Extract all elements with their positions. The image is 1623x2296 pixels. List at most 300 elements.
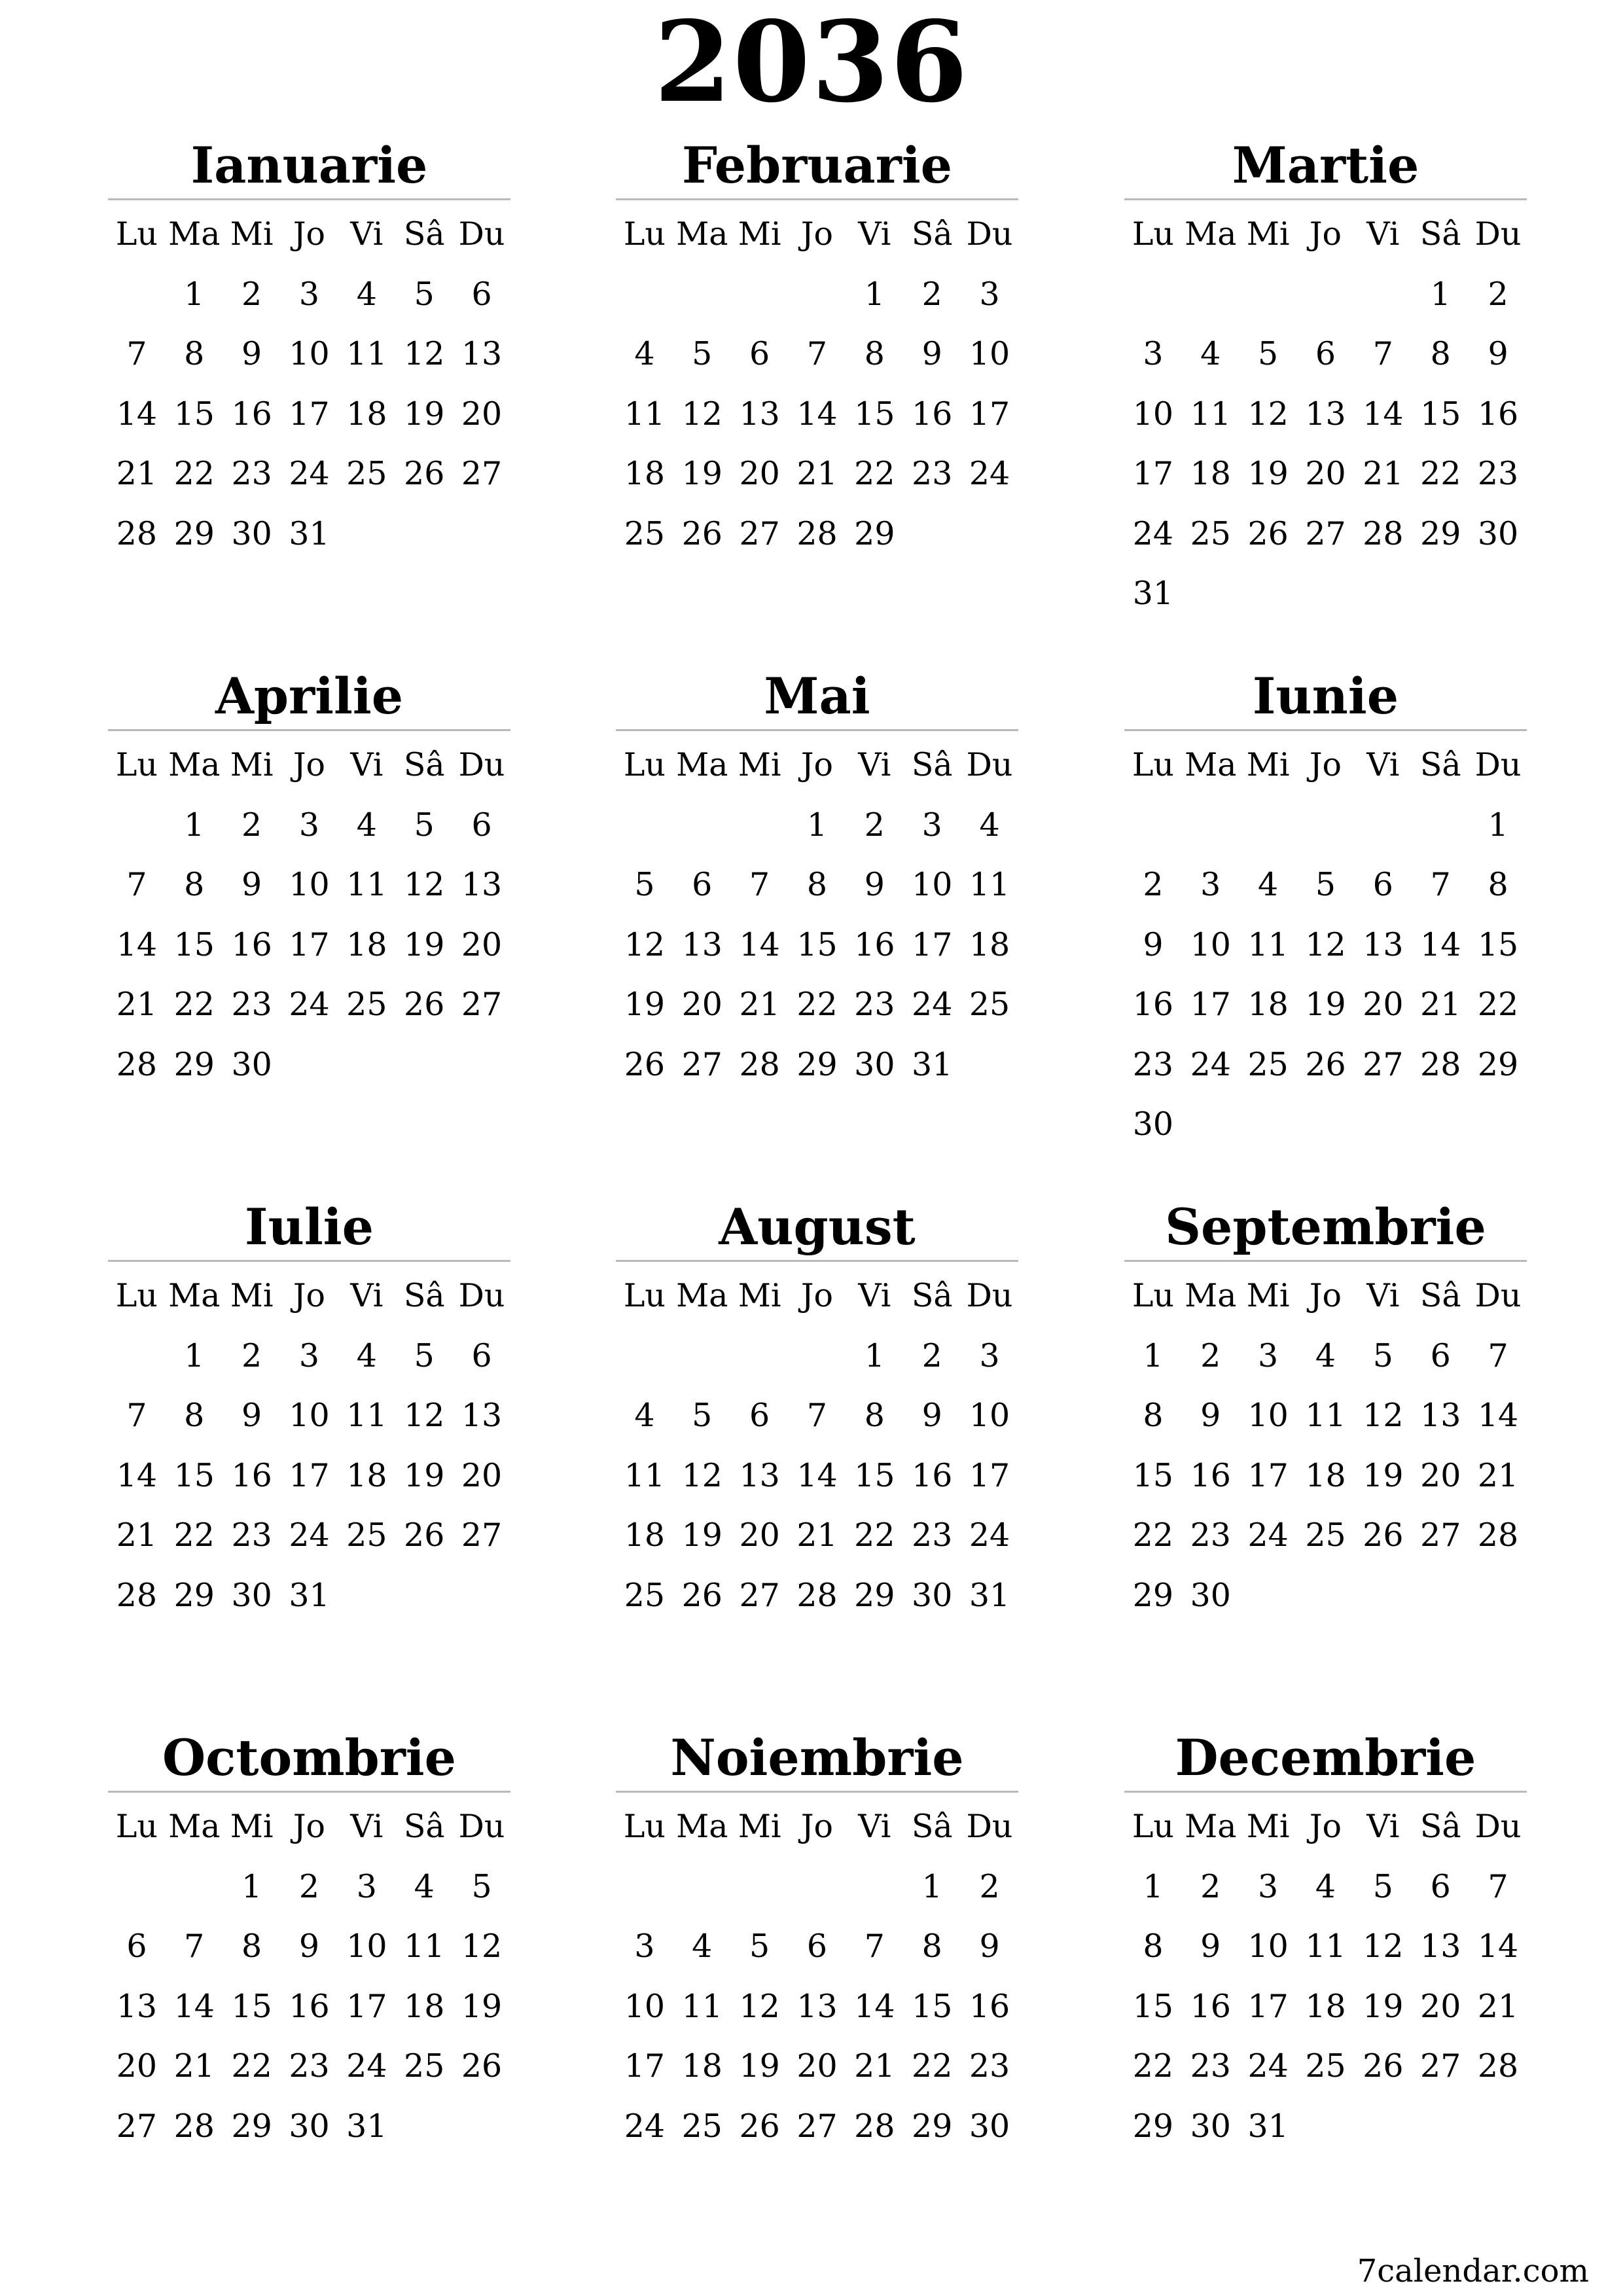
day-cell: 8 xyxy=(1143,1928,1164,1965)
day-grid xyxy=(108,735,510,1094)
day-cell: 25 xyxy=(404,2047,445,2085)
day-cell: 19 xyxy=(404,1456,445,1494)
day-cell: 6 xyxy=(692,866,713,903)
day-cell: 22 xyxy=(173,986,215,1023)
day-cell: 16 xyxy=(912,395,953,433)
day-cell: 26 xyxy=(404,455,445,492)
weekday-label: Vi xyxy=(350,215,383,253)
weekday-label: Sâ xyxy=(911,746,953,783)
weekday-label: Ma xyxy=(676,1808,728,1845)
day-cell: 28 xyxy=(116,1045,158,1083)
empty-day-cell xyxy=(616,264,673,325)
weekday-label: Sâ xyxy=(403,1277,445,1314)
day-cell: 3 xyxy=(298,1336,320,1374)
day-cell: 9 xyxy=(979,1928,1000,1965)
day-cell: 21 xyxy=(1420,986,1461,1023)
day-cell: 17 xyxy=(346,1987,387,2025)
day-cell: 26 xyxy=(1363,1516,1404,1554)
day-cell: 11 xyxy=(1247,925,1289,963)
empty-day-cell xyxy=(616,795,673,855)
weekday-label: Mi xyxy=(230,1808,274,1845)
day-cell: 18 xyxy=(624,1516,666,1554)
day-cell: 7 xyxy=(864,1928,885,1965)
day-cell: 18 xyxy=(681,2047,722,2085)
day-cell: 10 xyxy=(1247,1928,1289,1965)
weekday-label: Lu xyxy=(623,1808,666,1845)
day-cell: 30 xyxy=(1132,1105,1174,1143)
day-cell: 20 xyxy=(1420,1987,1461,2025)
day-cell: 5 xyxy=(414,1336,435,1374)
day-cell: 3 xyxy=(1200,866,1221,903)
day-cell: 21 xyxy=(173,2047,215,2085)
day-cell: 10 xyxy=(1190,925,1231,963)
day-cell: 12 xyxy=(1247,395,1289,433)
day-cell: 18 xyxy=(1190,455,1231,492)
weekday-label: Ma xyxy=(1185,215,1237,253)
day-cell: 23 xyxy=(854,986,895,1023)
day-cell: 24 xyxy=(289,455,330,492)
day-cell: 30 xyxy=(231,514,272,552)
day-cell: 15 xyxy=(912,1987,953,2025)
weekday-label: Sâ xyxy=(1419,1808,1461,1845)
day-cell: 14 xyxy=(116,395,158,433)
weekday-label: Sâ xyxy=(403,746,445,783)
day-cell: 29 xyxy=(173,1576,215,1614)
day-cell: 24 xyxy=(1190,1045,1231,1083)
day-cell: 16 xyxy=(1190,1456,1231,1494)
empty-day-cell xyxy=(108,264,166,325)
weekday-label: Vi xyxy=(350,1808,383,1845)
day-cell: 13 xyxy=(1363,925,1404,963)
day-cell: 12 xyxy=(404,335,445,372)
weekday-label: Mi xyxy=(230,1277,274,1314)
day-cell: 22 xyxy=(1477,986,1519,1023)
day-cell: 1 xyxy=(184,275,205,313)
day-cell: 25 xyxy=(1190,514,1231,552)
day-cell: 3 xyxy=(298,806,320,844)
day-cell: 20 xyxy=(1305,455,1346,492)
month-divider xyxy=(108,198,510,200)
month-name: Iunie xyxy=(1252,667,1399,725)
day-cell: 16 xyxy=(969,1987,1010,2025)
day-cell: 29 xyxy=(912,2107,953,2145)
empty-day-cell xyxy=(731,1857,789,1917)
month-block xyxy=(616,665,1018,1094)
day-cell: 4 xyxy=(1315,1867,1336,1905)
day-cell: 18 xyxy=(1247,986,1289,1023)
day-cell: 23 xyxy=(231,986,272,1023)
day-cell: 19 xyxy=(1247,455,1289,492)
day-cell: 29 xyxy=(173,514,215,552)
day-cell: 31 xyxy=(346,2107,387,2145)
weekday-label: Lu xyxy=(1132,215,1174,253)
day-cell: 20 xyxy=(116,2047,158,2085)
day-cell: 23 xyxy=(289,2047,330,2085)
weekday-label: Sâ xyxy=(1419,215,1461,253)
weekday-label: Mi xyxy=(1246,1277,1290,1314)
weekday-label: Jo xyxy=(800,746,834,783)
month-block xyxy=(616,1196,1018,1625)
empty-day-cell xyxy=(731,795,789,855)
day-cell: 25 xyxy=(969,986,1010,1023)
day-cell: 9 xyxy=(241,335,262,372)
month-divider xyxy=(616,1791,1018,1793)
month-block xyxy=(616,1727,1018,2156)
day-cell: 13 xyxy=(1305,395,1346,433)
day-cell: 22 xyxy=(1132,1516,1174,1554)
day-cell: 9 xyxy=(921,335,942,372)
day-cell: 4 xyxy=(1200,335,1221,372)
day-cell: 16 xyxy=(1477,395,1519,433)
day-cell: 3 xyxy=(979,275,1000,313)
day-cell: 19 xyxy=(404,925,445,963)
day-cell: 16 xyxy=(231,925,272,963)
day-grid xyxy=(108,204,510,564)
day-cell: 21 xyxy=(739,986,780,1023)
day-cell: 22 xyxy=(173,1516,215,1554)
day-cell: 13 xyxy=(739,1456,780,1494)
weekday-label: Vi xyxy=(858,215,891,253)
day-cell: 15 xyxy=(173,925,215,963)
day-cell: 15 xyxy=(173,395,215,433)
day-cell: 10 xyxy=(289,335,330,372)
empty-day-cell xyxy=(789,264,846,325)
day-cell: 10 xyxy=(912,866,953,903)
month-block xyxy=(108,665,510,1094)
day-cell: 22 xyxy=(173,455,215,492)
day-cell: 12 xyxy=(1305,925,1346,963)
empty-day-cell xyxy=(731,1326,789,1386)
weekday-label: Du xyxy=(1474,1277,1522,1314)
weekday-label: Du xyxy=(1474,215,1522,253)
weekday-label: Mi xyxy=(738,746,781,783)
day-cell: 2 xyxy=(241,275,262,313)
day-cell: 29 xyxy=(1132,2107,1174,2145)
day-cell: 6 xyxy=(749,335,770,372)
day-grid xyxy=(1124,735,1527,1155)
day-cell: 23 xyxy=(231,1516,272,1554)
day-cell: 2 xyxy=(979,1867,1000,1905)
empty-day-cell xyxy=(1297,795,1355,855)
day-cell: 11 xyxy=(1190,395,1231,433)
day-cell: 18 xyxy=(346,1456,387,1494)
day-cell: 8 xyxy=(184,866,205,903)
day-cell: 26 xyxy=(1305,1045,1346,1083)
day-cell: 16 xyxy=(289,1987,330,2025)
weekday-label: Du xyxy=(966,1277,1013,1314)
day-cell: 31 xyxy=(1247,2107,1289,2145)
day-cell: 23 xyxy=(231,455,272,492)
empty-day-cell xyxy=(673,795,731,855)
day-cell: 1 xyxy=(864,1336,885,1374)
day-cell: 11 xyxy=(346,866,387,903)
day-cell: 4 xyxy=(634,1397,655,1434)
day-cell: 3 xyxy=(1143,335,1164,372)
weekday-label: Du xyxy=(966,1808,1013,1845)
weekday-label: Lu xyxy=(115,746,158,783)
day-cell: 17 xyxy=(969,1456,1010,1494)
day-cell: 17 xyxy=(1132,455,1174,492)
year-title: 2036 xyxy=(654,0,969,128)
weekday-label: Ma xyxy=(168,1277,221,1314)
day-cell: 31 xyxy=(289,514,330,552)
day-cell: 26 xyxy=(681,514,722,552)
day-cell: 4 xyxy=(634,335,655,372)
day-cell: 18 xyxy=(1305,1987,1346,2025)
empty-day-cell xyxy=(108,795,166,855)
day-cell: 14 xyxy=(116,1456,158,1494)
day-cell: 28 xyxy=(116,1576,158,1614)
month-block xyxy=(108,134,510,564)
day-cell: 13 xyxy=(681,925,722,963)
day-cell: 5 xyxy=(1372,1867,1393,1905)
weekday-label: Jo xyxy=(293,1277,326,1314)
month-name: Mai xyxy=(764,667,870,725)
weekday-label: Sâ xyxy=(403,215,445,253)
empty-day-cell xyxy=(1182,264,1240,325)
month-name: Martie xyxy=(1232,136,1419,194)
day-cell: 28 xyxy=(173,2107,215,2145)
day-cell: 24 xyxy=(289,1516,330,1554)
empty-day-cell xyxy=(1182,795,1240,855)
day-cell: 12 xyxy=(404,1397,445,1434)
day-cell: 15 xyxy=(796,925,838,963)
day-cell: 4 xyxy=(979,806,1000,844)
month-divider xyxy=(1124,1260,1527,1262)
day-cell: 8 xyxy=(184,1397,205,1434)
weekday-label: Sâ xyxy=(1419,746,1461,783)
day-cell: 2 xyxy=(241,806,262,844)
day-cell: 7 xyxy=(126,1397,147,1434)
day-cell: 22 xyxy=(1132,2047,1174,2085)
weekday-label: Du xyxy=(458,1808,505,1845)
day-cell: 25 xyxy=(1305,1516,1346,1554)
day-cell: 22 xyxy=(231,2047,272,2085)
day-cell: 15 xyxy=(1132,1456,1174,1494)
day-cell: 4 xyxy=(1315,1336,1336,1374)
weekday-label: Ma xyxy=(168,746,221,783)
day-cell: 6 xyxy=(1430,1867,1451,1905)
day-cell: 28 xyxy=(1477,2047,1519,2085)
day-cell: 29 xyxy=(854,514,895,552)
day-cell: 9 xyxy=(1200,1397,1221,1434)
day-cell: 31 xyxy=(969,1576,1010,1614)
month-block xyxy=(1124,1727,1527,2156)
day-cell: 29 xyxy=(1477,1045,1519,1083)
day-cell: 24 xyxy=(624,2107,666,2145)
day-cell: 18 xyxy=(404,1987,445,2025)
day-cell: 11 xyxy=(1305,1397,1346,1434)
weekday-label: Vi xyxy=(350,1277,383,1314)
day-cell: 14 xyxy=(1420,925,1461,963)
day-cell: 14 xyxy=(116,925,158,963)
month-block xyxy=(1124,665,1527,1155)
weekday-label: Lu xyxy=(1132,746,1174,783)
weekday-label: Ma xyxy=(676,215,728,253)
day-cell: 12 xyxy=(681,1456,722,1494)
day-cell: 1 xyxy=(241,1867,262,1905)
day-grid xyxy=(108,1797,510,2156)
day-cell: 19 xyxy=(1363,1456,1404,1494)
day-cell: 30 xyxy=(1190,1576,1231,1614)
day-cell: 21 xyxy=(796,455,838,492)
weekday-label: Mi xyxy=(1246,215,1290,253)
day-cell: 26 xyxy=(404,1516,445,1554)
day-cell: 7 xyxy=(1488,1867,1508,1905)
day-cell: 7 xyxy=(1430,866,1451,903)
day-cell: 27 xyxy=(461,986,503,1023)
weekday-label: Lu xyxy=(115,1277,158,1314)
day-cell: 9 xyxy=(1143,925,1164,963)
empty-day-cell xyxy=(846,1857,903,1917)
day-cell: 11 xyxy=(969,866,1010,903)
day-cell: 23 xyxy=(969,2047,1010,2085)
day-cell: 8 xyxy=(864,335,885,372)
month-name: Iulie xyxy=(245,1198,374,1256)
day-cell: 29 xyxy=(854,1576,895,1614)
day-cell: 19 xyxy=(681,455,722,492)
day-grid xyxy=(616,1266,1018,1625)
day-cell: 9 xyxy=(241,866,262,903)
day-cell: 12 xyxy=(461,1928,503,1965)
day-cell: 19 xyxy=(739,2047,780,2085)
weekday-label: Lu xyxy=(623,1277,666,1314)
weekday-label: Jo xyxy=(1309,746,1342,783)
day-cell: 20 xyxy=(461,395,503,433)
day-cell: 14 xyxy=(173,1987,215,2025)
day-cell: 2 xyxy=(1143,866,1164,903)
day-cell: 27 xyxy=(1363,1045,1404,1083)
day-cell: 14 xyxy=(1477,1397,1519,1434)
day-cell: 3 xyxy=(1258,1336,1279,1374)
weekday-label: Ma xyxy=(676,746,728,783)
day-cell: 28 xyxy=(854,2107,895,2145)
day-cell: 6 xyxy=(471,275,492,313)
empty-day-cell xyxy=(731,264,789,325)
day-cell: 27 xyxy=(461,1516,503,1554)
day-cell: 1 xyxy=(864,275,885,313)
weekday-label: Lu xyxy=(115,215,158,253)
day-cell: 18 xyxy=(346,925,387,963)
day-cell: 2 xyxy=(241,1336,262,1374)
day-cell: 5 xyxy=(692,335,713,372)
day-cell: 5 xyxy=(749,1928,770,1965)
day-cell: 27 xyxy=(461,455,503,492)
day-cell: 25 xyxy=(346,1516,387,1554)
day-cell: 20 xyxy=(1420,1456,1461,1494)
weekday-label: Jo xyxy=(293,1808,326,1845)
day-grid xyxy=(616,204,1018,564)
day-cell: 4 xyxy=(356,806,377,844)
day-cell: 12 xyxy=(681,395,722,433)
empty-day-cell xyxy=(1412,795,1469,855)
day-cell: 25 xyxy=(1305,2047,1346,2085)
day-cell: 3 xyxy=(634,1928,655,1965)
day-cell: 8 xyxy=(1488,866,1508,903)
day-cell: 6 xyxy=(806,1928,828,1965)
empty-day-cell xyxy=(673,264,731,325)
day-cell: 28 xyxy=(739,1045,780,1083)
day-cell: 7 xyxy=(126,335,147,372)
empty-day-cell xyxy=(1124,264,1182,325)
day-cell: 4 xyxy=(414,1867,435,1905)
weekday-label: Jo xyxy=(800,215,834,253)
day-grid xyxy=(108,1266,510,1625)
day-cell: 13 xyxy=(461,866,503,903)
site-credit: 7calendar.com xyxy=(1357,2253,1589,2289)
day-cell: 22 xyxy=(854,1516,895,1554)
day-cell: 23 xyxy=(1190,1516,1231,1554)
month-name: August xyxy=(719,1198,916,1256)
day-cell: 10 xyxy=(289,866,330,903)
weekday-label: Mi xyxy=(738,215,781,253)
day-cell: 12 xyxy=(1363,1397,1404,1434)
weekday-label: Du xyxy=(1474,1808,1522,1845)
day-cell: 24 xyxy=(289,986,330,1023)
day-cell: 20 xyxy=(1363,986,1404,1023)
weekday-label: Vi xyxy=(1366,215,1400,253)
day-cell: 17 xyxy=(289,1456,330,1494)
day-cell: 14 xyxy=(796,1456,838,1494)
day-cell: 25 xyxy=(624,514,666,552)
day-cell: 5 xyxy=(414,275,435,313)
day-cell: 30 xyxy=(1477,514,1519,552)
day-cell: 15 xyxy=(1477,925,1519,963)
day-cell: 7 xyxy=(749,866,770,903)
weekday-label: Du xyxy=(458,215,505,253)
month-name: Noiembrie xyxy=(670,1729,964,1787)
month-block xyxy=(1124,1196,1527,1625)
day-cell: 16 xyxy=(231,1456,272,1494)
day-cell: 6 xyxy=(749,1397,770,1434)
day-cell: 14 xyxy=(854,1987,895,2025)
month-divider xyxy=(108,1791,510,1793)
day-grid xyxy=(1124,204,1527,624)
day-cell: 2 xyxy=(298,1867,320,1905)
day-cell: 15 xyxy=(173,1456,215,1494)
day-cell: 21 xyxy=(116,1516,158,1554)
day-cell: 5 xyxy=(414,806,435,844)
weekday-label: Sâ xyxy=(911,1808,953,1845)
day-cell: 22 xyxy=(796,986,838,1023)
month-divider xyxy=(108,1260,510,1262)
weekday-label: Mi xyxy=(738,1277,781,1314)
day-cell: 2 xyxy=(1488,275,1508,313)
day-cell: 17 xyxy=(624,2047,666,2085)
day-grid xyxy=(616,735,1018,1094)
day-cell: 21 xyxy=(796,1516,838,1554)
day-cell: 5 xyxy=(634,866,655,903)
day-cell: 31 xyxy=(1132,575,1174,612)
day-cell: 12 xyxy=(404,866,445,903)
empty-day-cell xyxy=(789,1857,846,1917)
month-name: Ianuarie xyxy=(190,136,428,194)
day-cell: 31 xyxy=(912,1045,953,1083)
empty-day-cell xyxy=(616,1326,673,1386)
day-cell: 8 xyxy=(921,1928,942,1965)
day-cell: 26 xyxy=(461,2047,503,2085)
month-block xyxy=(1124,134,1527,624)
day-cell: 8 xyxy=(184,335,205,372)
day-cell: 24 xyxy=(1132,514,1174,552)
day-cell: 18 xyxy=(346,395,387,433)
day-cell: 19 xyxy=(624,986,666,1023)
day-cell: 27 xyxy=(739,514,780,552)
day-cell: 25 xyxy=(346,455,387,492)
weekday-label: Lu xyxy=(1132,1277,1174,1314)
day-cell: 17 xyxy=(969,395,1010,433)
empty-day-cell xyxy=(789,1326,846,1386)
